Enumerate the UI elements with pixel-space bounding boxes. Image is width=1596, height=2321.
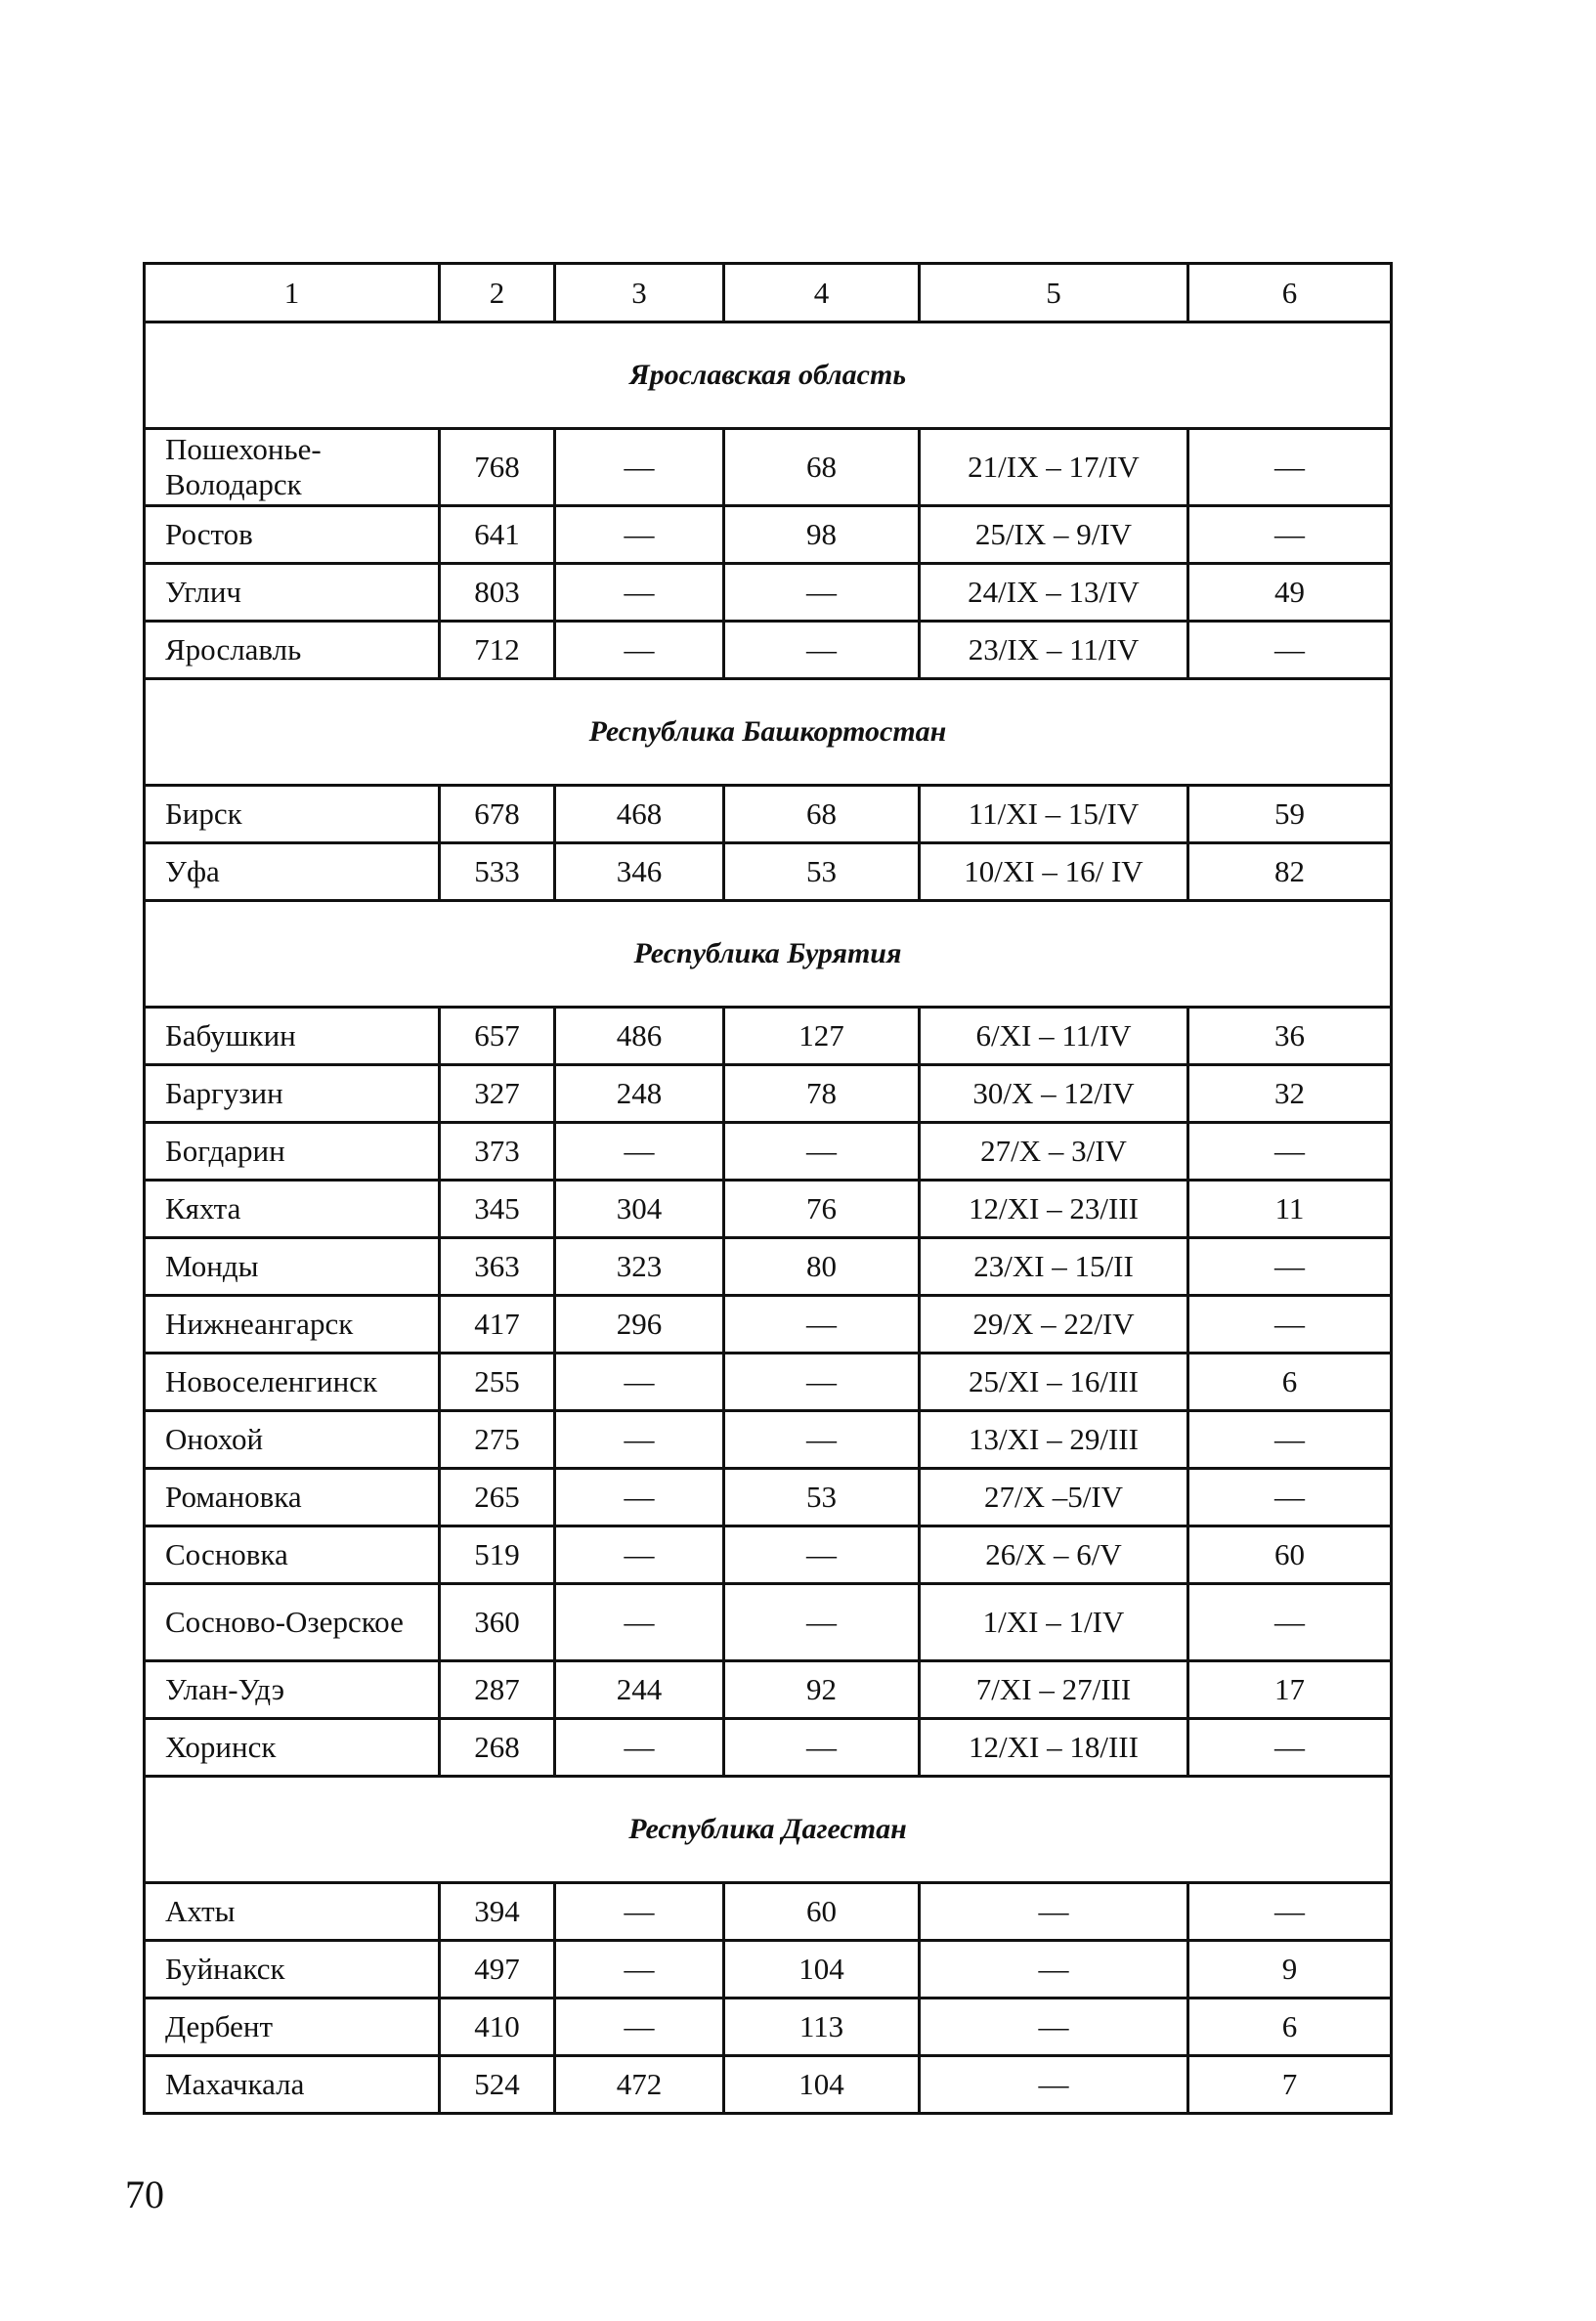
station-name-cell: Романовка	[145, 1469, 440, 1526]
value-cell: —	[555, 1719, 724, 1777]
station-name-cell: Баргузин	[145, 1065, 440, 1123]
station-name-cell: Монды	[145, 1238, 440, 1296]
value-cell: 327	[440, 1065, 555, 1123]
value-cell: —	[1188, 622, 1392, 679]
station-name-cell: Новоселенгинск	[145, 1354, 440, 1411]
value-cell: 323	[555, 1238, 724, 1296]
value-cell: 60	[724, 1883, 920, 1941]
section-row	[145, 679, 1392, 786]
value-cell: 76	[724, 1181, 920, 1238]
value-cell: —	[920, 1999, 1188, 2056]
value-cell: —	[1188, 1584, 1392, 1661]
station-name-cell: Углич	[145, 564, 440, 622]
page-number: 70	[125, 2172, 164, 2216]
column-header: 2	[440, 264, 555, 322]
station-name-cell: Бабушкин	[145, 1008, 440, 1065]
station-name-cell: Ростов	[145, 506, 440, 564]
table-row	[145, 506, 1392, 564]
value-cell: 25/IX – 9/IV	[920, 506, 1188, 564]
value-cell: —	[555, 1999, 724, 2056]
value-cell: —	[724, 1719, 920, 1777]
value-cell: 113	[724, 1999, 920, 2056]
station-name-cell: Пошехонье-Володарск	[145, 429, 440, 506]
value-cell: 265	[440, 1469, 555, 1526]
value-cell: —	[1188, 1719, 1392, 1777]
station-name-cell: Улан-Удэ	[145, 1661, 440, 1719]
value-cell: 68	[724, 786, 920, 843]
column-header: 6	[1188, 264, 1392, 322]
value-cell: —	[555, 506, 724, 564]
table-row	[145, 1526, 1392, 1584]
value-cell: 373	[440, 1123, 555, 1181]
value-cell: —	[1188, 1123, 1392, 1181]
value-cell: 287	[440, 1661, 555, 1719]
value-cell: —	[920, 2056, 1188, 2114]
value-cell: 82	[1188, 843, 1392, 901]
station-name-cell: Сосновка	[145, 1526, 440, 1584]
value-cell: —	[920, 1941, 1188, 1999]
column-header: 3	[555, 264, 724, 322]
value-cell: 657	[440, 1008, 555, 1065]
value-cell: 7	[1188, 2056, 1392, 2114]
value-cell: 59	[1188, 786, 1392, 843]
value-cell: —	[555, 622, 724, 679]
value-cell: 712	[440, 622, 555, 679]
value-cell: —	[724, 1526, 920, 1584]
value-cell: —	[555, 1941, 724, 1999]
value-cell: 6/XI – 11/IV	[920, 1008, 1188, 1065]
table-row	[145, 1999, 1392, 2056]
value-cell: —	[555, 1526, 724, 1584]
value-cell: 268	[440, 1719, 555, 1777]
table-row	[145, 1469, 1392, 1526]
section-title: Республика Бурятия	[145, 901, 1392, 1008]
station-name-cell: Кяхта	[145, 1181, 440, 1238]
value-cell: 524	[440, 2056, 555, 2114]
value-cell: —	[555, 1883, 724, 1941]
table-row	[145, 564, 1392, 622]
value-cell: 104	[724, 2056, 920, 2114]
table-row	[145, 429, 1392, 506]
value-cell: —	[1188, 506, 1392, 564]
value-cell: 23/XI – 15/II	[920, 1238, 1188, 1296]
value-cell: 1/XI – 1/IV	[920, 1584, 1188, 1661]
value-cell: —	[555, 1469, 724, 1526]
value-cell: 255	[440, 1354, 555, 1411]
value-cell: —	[555, 1411, 724, 1469]
climate-data-table	[143, 262, 1393, 2115]
station-name-cell: Бирск	[145, 786, 440, 843]
value-cell: 410	[440, 1999, 555, 2056]
value-cell: 11/XI – 15/IV	[920, 786, 1188, 843]
value-cell: 6	[1188, 1999, 1392, 2056]
station-name-cell: Махачкала	[145, 2056, 440, 2114]
value-cell: —	[724, 1123, 920, 1181]
table-row	[145, 843, 1392, 901]
value-cell: 641	[440, 506, 555, 564]
value-cell: 486	[555, 1008, 724, 1065]
value-cell: 53	[724, 843, 920, 901]
value-cell: 78	[724, 1065, 920, 1123]
value-cell: 36	[1188, 1008, 1392, 1065]
value-cell: —	[1188, 429, 1392, 506]
value-cell: 13/XI – 29/III	[920, 1411, 1188, 1469]
station-name-cell: Сосново-Озерское	[145, 1584, 440, 1661]
station-name-cell: Ахты	[145, 1883, 440, 1941]
value-cell: 10/XI – 16/ IV	[920, 843, 1188, 901]
value-cell: 53	[724, 1469, 920, 1526]
value-cell: 497	[440, 1941, 555, 1999]
table-row	[145, 1584, 1392, 1661]
table-row	[145, 1065, 1392, 1123]
value-cell: 29/X – 22/IV	[920, 1296, 1188, 1354]
value-cell: 394	[440, 1883, 555, 1941]
station-name-cell: Онохой	[145, 1411, 440, 1469]
table-row	[145, 1296, 1392, 1354]
value-cell: 9	[1188, 1941, 1392, 1999]
value-cell: —	[724, 1584, 920, 1661]
column-header: 4	[724, 264, 920, 322]
value-cell: 17	[1188, 1661, 1392, 1719]
value-cell: —	[724, 1411, 920, 1469]
value-cell: —	[555, 1584, 724, 1661]
value-cell: 519	[440, 1526, 555, 1584]
value-cell: —	[1188, 1296, 1392, 1354]
value-cell: 27/X –5/IV	[920, 1469, 1188, 1526]
station-name-cell: Богдарин	[145, 1123, 440, 1181]
value-cell: 304	[555, 1181, 724, 1238]
section-row	[145, 1777, 1392, 1883]
station-name-cell: Ярославль	[145, 622, 440, 679]
value-cell: —	[1188, 1469, 1392, 1526]
value-cell: 345	[440, 1181, 555, 1238]
section-title: Ярославская область	[145, 322, 1392, 429]
table-row	[145, 786, 1392, 843]
value-cell: 27/X – 3/IV	[920, 1123, 1188, 1181]
table-row	[145, 1123, 1392, 1181]
value-cell: 30/X – 12/IV	[920, 1065, 1188, 1123]
value-cell: 417	[440, 1296, 555, 1354]
value-cell: 346	[555, 843, 724, 901]
value-cell: —	[555, 564, 724, 622]
section-row	[145, 322, 1392, 429]
table-row	[145, 1883, 1392, 1941]
table-row	[145, 1181, 1392, 1238]
value-cell: 275	[440, 1411, 555, 1469]
value-cell: 468	[555, 786, 724, 843]
table-row	[145, 1661, 1392, 1719]
value-cell: 11	[1188, 1181, 1392, 1238]
value-cell: —	[555, 1354, 724, 1411]
value-cell: 127	[724, 1008, 920, 1065]
value-cell: 60	[1188, 1526, 1392, 1584]
value-cell: 248	[555, 1065, 724, 1123]
table-row	[145, 622, 1392, 679]
value-cell: —	[920, 1883, 1188, 1941]
value-cell: —	[1188, 1238, 1392, 1296]
value-cell: 6	[1188, 1354, 1392, 1411]
value-cell: 360	[440, 1584, 555, 1661]
column-header-row	[145, 264, 1392, 322]
section-title: Республика Башкортостан	[145, 679, 1392, 786]
value-cell: 296	[555, 1296, 724, 1354]
value-cell: 244	[555, 1661, 724, 1719]
value-cell: —	[724, 1296, 920, 1354]
value-cell: —	[724, 622, 920, 679]
value-cell: —	[1188, 1411, 1392, 1469]
station-name-cell: Буйнакск	[145, 1941, 440, 1999]
section-row	[145, 901, 1392, 1008]
value-cell: 26/X – 6/V	[920, 1526, 1188, 1584]
value-cell: 363	[440, 1238, 555, 1296]
value-cell: 104	[724, 1941, 920, 1999]
value-cell: 21/IX – 17/IV	[920, 429, 1188, 506]
value-cell: 768	[440, 429, 555, 506]
value-cell: 12/XI – 18/III	[920, 1719, 1188, 1777]
value-cell: 803	[440, 564, 555, 622]
value-cell: 80	[724, 1238, 920, 1296]
value-cell: —	[555, 429, 724, 506]
station-name-cell: Нижнеангарск	[145, 1296, 440, 1354]
value-cell: 678	[440, 786, 555, 843]
table-row	[145, 1354, 1392, 1411]
value-cell: 92	[724, 1661, 920, 1719]
value-cell: 7/XI – 27/III	[920, 1661, 1188, 1719]
value-cell: 23/IX – 11/IV	[920, 622, 1188, 679]
table-row	[145, 1941, 1392, 1999]
table-row	[145, 1238, 1392, 1296]
table-body	[145, 264, 1392, 2114]
value-cell: —	[724, 1354, 920, 1411]
value-cell: —	[555, 1123, 724, 1181]
value-cell: 68	[724, 429, 920, 506]
station-name-cell: Дербент	[145, 1999, 440, 2056]
value-cell: 98	[724, 506, 920, 564]
value-cell: 32	[1188, 1065, 1392, 1123]
value-cell: 25/XI – 16/III	[920, 1354, 1188, 1411]
section-title: Республика Дагестан	[145, 1777, 1392, 1883]
station-name-cell: Хоринск	[145, 1719, 440, 1777]
column-header: 5	[920, 264, 1188, 322]
value-cell: 12/XI – 23/III	[920, 1181, 1188, 1238]
table-row	[145, 1411, 1392, 1469]
table-row	[145, 1008, 1392, 1065]
column-header: 1	[145, 264, 440, 322]
table-row	[145, 1719, 1392, 1777]
table-row	[145, 2056, 1392, 2114]
station-name-cell: Уфа	[145, 843, 440, 901]
value-cell: —	[1188, 1883, 1392, 1941]
value-cell: 472	[555, 2056, 724, 2114]
value-cell: 533	[440, 843, 555, 901]
value-cell: 49	[1188, 564, 1392, 622]
value-cell: 24/IX – 13/IV	[920, 564, 1188, 622]
value-cell: —	[724, 564, 920, 622]
